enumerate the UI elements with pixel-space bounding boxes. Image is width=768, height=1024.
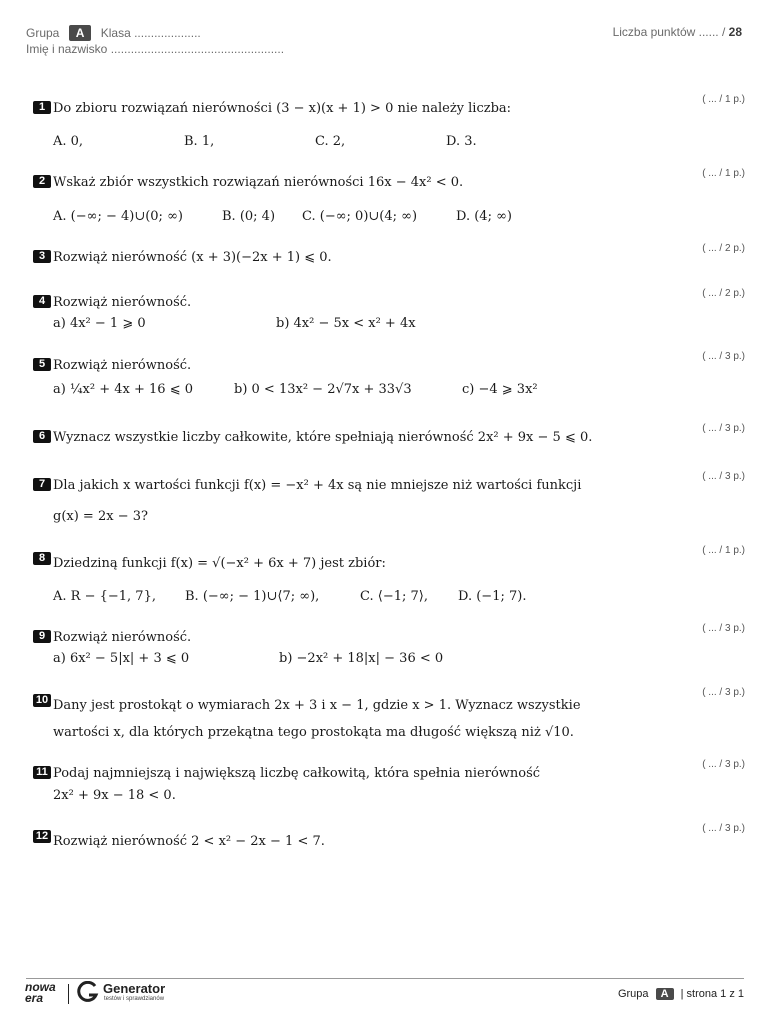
- task-prompt-continued: g(x) = 2x − 3?: [53, 509, 148, 524]
- task-points: ( ... / 2 p.): [702, 243, 745, 254]
- task-points: ( ... / 3 p.): [702, 471, 745, 482]
- task-number: 6: [33, 430, 51, 443]
- group-label: Grupa: [26, 26, 60, 40]
- task-prompt-continued: 2x² + 9x − 18 < 0.: [53, 788, 176, 803]
- task-prompt: Podaj najmniejszą i największą liczbę całkowitą, która spełnia nierówność: [53, 766, 541, 781]
- task-number: 12: [33, 830, 51, 843]
- option-d: D. (4; ∞): [456, 209, 512, 224]
- option-d: D. (−1; 7).: [458, 589, 527, 604]
- task-points: ( ... / 3 p.): [702, 351, 745, 362]
- subtask-b: b) 4x² − 5x < x² + 4x: [276, 316, 416, 331]
- task-number: 5: [33, 358, 51, 371]
- task-prompt: Do zbioru rozwiązań nierówności (3 − x)(x + 1) > 0 nie należy liczba:: [53, 101, 512, 116]
- task-prompt-continued: wartości x, dla których przekątna tego prostokąta ma długość większą niż √10.: [53, 725, 574, 740]
- points-label: Liczba punktów ...... /: [612, 25, 726, 39]
- task-points: ( ... / 3 p.): [702, 423, 745, 434]
- subtask-b: b) 0 < 13x² − 2√7x + 33√3: [234, 382, 412, 397]
- option-c: C. 2,: [315, 134, 346, 149]
- generator-brand-sub: testów i sprawdzianów: [104, 996, 165, 1002]
- task-number: 1: [33, 101, 51, 114]
- task-prompt: Wyznacz wszystkie liczby całkowite, które spełniają nierówność 2x² + 9x − 5 ⩽ 0.: [53, 430, 593, 445]
- task-number: 11: [33, 766, 51, 779]
- generator-brand: Generator: [103, 981, 166, 996]
- task-number: 9: [33, 630, 51, 643]
- task-number: 7: [33, 478, 51, 491]
- generator-g-icon: [77, 981, 99, 1003]
- logo-separator: [68, 984, 69, 1004]
- task-points: ( ... / 3 p.): [702, 823, 745, 834]
- subtask-b: b) −2x² + 18|x| − 36 < 0: [279, 651, 444, 666]
- task-prompt: Dany jest prostokąt o wymiarach 2x + 3 i x − 1, gdzie x > 1. Wyznacz wszystkie: [53, 698, 581, 713]
- name-label: Imię i nazwisko ....................................................: [26, 42, 285, 56]
- task-points: ( ... / 3 p.): [702, 759, 745, 770]
- option-a: A. 0,: [53, 134, 84, 149]
- footer-page-label: | strona 1 z 1: [680, 988, 744, 1000]
- task-points: ( ... / 3 p.): [702, 687, 745, 698]
- task-prompt: Rozwiąż nierówność 2 < x² − 2x − 1 < 7.: [53, 834, 325, 849]
- task-prompt: Rozwiąż nierówność.: [53, 630, 192, 645]
- subtask-c: c) −4 ⩾ 3x²: [462, 382, 538, 397]
- task-prompt: Wskaż zbiór wszystkich rozwiązań nierówności 16x − 4x² < 0.: [53, 175, 464, 190]
- option-c: C. (−∞; 0)∪(4; ∞): [302, 209, 418, 224]
- footer-page-info: [618, 988, 744, 1000]
- group-badge: A: [69, 25, 92, 41]
- task-prompt: Dla jakich x wartości funkcji f(x) = −x² + 4x są nie mniejsze niż wartości funkcji: [53, 478, 582, 493]
- subtask-a: a) ¼x² + 4x + 16 ⩽ 0: [53, 382, 193, 397]
- subtask-a: a) 6x² − 5|x| + 3 ⩽ 0: [53, 651, 190, 666]
- task-points: ( ... / 1 p.): [702, 545, 745, 556]
- points-total: 28: [728, 25, 742, 39]
- footer-divider: [26, 978, 744, 979]
- task-number: 3: [33, 250, 51, 263]
- task-prompt: Rozwiąż nierówność.: [53, 295, 192, 310]
- task-points: ( ... / 1 p.): [702, 168, 745, 179]
- subtask-a: a) 4x² − 1 ⩾ 0: [53, 316, 146, 331]
- option-a: A. R − {−1, 7},: [53, 589, 156, 604]
- task-prompt: Rozwiąż nierówność.: [53, 358, 192, 373]
- option-b: B. (0; 4): [222, 209, 276, 224]
- task-prompt: Rozwiąż nierówność (x + 3)(−2x + 1) ⩽ 0.: [53, 250, 332, 265]
- points-summary: [613, 25, 742, 39]
- task-points: ( ... / 2 p.): [702, 288, 745, 299]
- option-b: B. 1,: [184, 134, 215, 149]
- option-c: C. ⟨−1; 7⟩,: [360, 589, 428, 604]
- class-label: Klasa ....................: [100, 26, 201, 40]
- nowa-era-logo: nowa era: [25, 980, 56, 1005]
- task-points: ( ... / 3 p.): [702, 623, 745, 634]
- task-prompt: Dziedziną funkcji f(x) = √(−x² + 6x + 7) jest zbiór:: [53, 556, 386, 571]
- footer-group-badge: A: [656, 988, 674, 1000]
- option-b: B. (−∞; − 1)∪⟨7; ∞),: [185, 589, 320, 604]
- task-number: 8: [33, 552, 51, 565]
- header-group-class: [26, 25, 201, 41]
- task-number: 10: [33, 694, 51, 707]
- task-points: ( ... / 1 p.): [702, 94, 745, 105]
- task-number: 2: [33, 175, 51, 188]
- task-number: 4: [33, 295, 51, 308]
- option-d: D. 3.: [446, 134, 477, 149]
- option-a: A. (−∞; − 4)∪(0; ∞): [53, 209, 183, 224]
- footer-group-label: Grupa: [617, 988, 649, 1000]
